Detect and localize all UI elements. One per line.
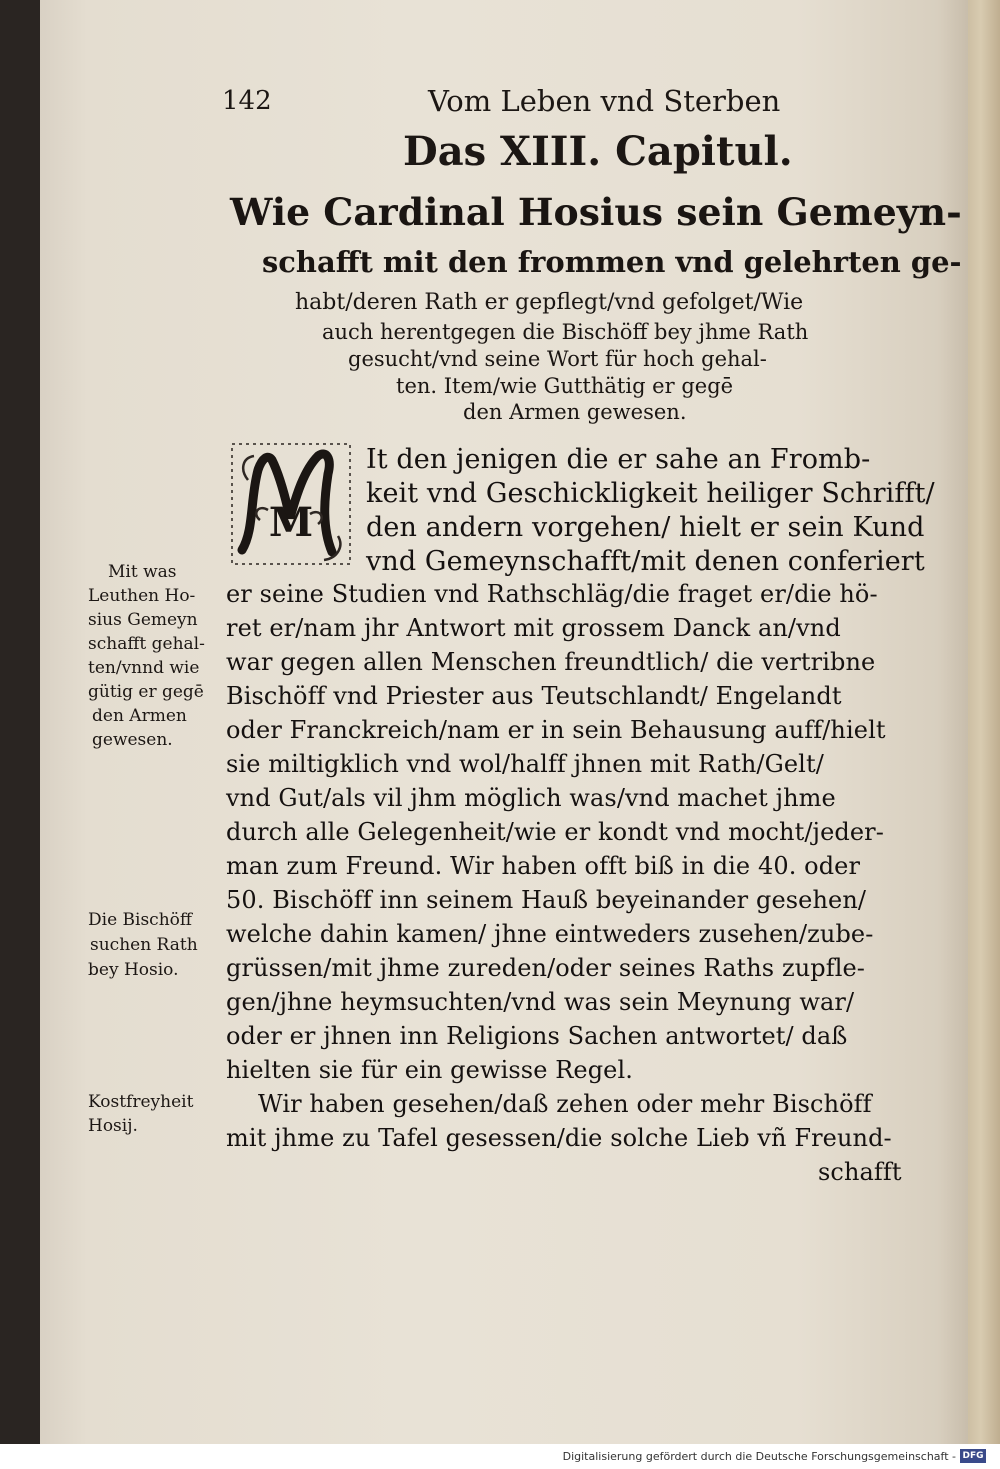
body-line: man zum Freund. Wir haben offt biß in die 40. oder: [226, 852, 861, 880]
margin-note-line: Hosij.: [88, 1116, 138, 1136]
body-line: grüssen/mit jhme zureden/oder seines Raths zupfle-: [226, 954, 865, 982]
body-line: den andern vorgehen/ hielt er sein Kund: [366, 512, 925, 543]
body-line: keit vnd Geschickligkeit heiliger Schrifft/: [366, 478, 935, 509]
margin-note-line: Kostfreyheit: [88, 1092, 194, 1112]
drop-initial-letter: M: [268, 499, 314, 546]
margin-note-line: bey Hosio.: [88, 960, 179, 980]
page-number: 142: [222, 86, 272, 116]
margin-note-line: suchen Rath: [90, 935, 198, 955]
margin-note-line: den Armen: [92, 706, 187, 726]
chapter-title-line: auch herentgegen die Bischöff bey jhme Rath: [322, 320, 809, 344]
body-line: welche dahin kamen/ jhne eintweders zusehen/zube-: [226, 920, 874, 948]
page-edge: [968, 0, 1000, 1444]
chapter-title-line: Wie Cardinal Hosius sein Gemeyn-: [230, 190, 962, 234]
body-line: oder er jhnen inn Religions Sachen antwortet/ daß: [226, 1022, 848, 1050]
body-line: war gegen allen Menschen freundtlich/ die vertribne: [226, 648, 876, 676]
running-head: Vom Leben vnd Sterben: [428, 84, 781, 118]
body-line: sie miltigklich vnd wol/halff jhnen mit Rath/Gelt/: [226, 750, 824, 778]
body-line: mit jhme zu Tafel gesessen/die solche Lieb vñ Freund-: [226, 1124, 892, 1152]
margin-note-line: Leuthen Ho-: [88, 586, 196, 606]
body-line: Wir haben gesehen/daß zehen oder mehr Bischöff: [258, 1090, 872, 1118]
body-line: gen/jhne heymsuchten/vnd was sein Meynung war/: [226, 988, 855, 1016]
margin-note-line: schafft gehal-: [88, 634, 205, 654]
body-line: vnd Gemeynschafft/mit denen conferiert: [366, 546, 925, 577]
chapter-title-line: habt/deren Rath er gepflegt/vnd gefolget/Wie: [295, 290, 804, 315]
chapter-title-line: gesucht/vnd seine Wort für hoch gehal-: [348, 347, 767, 371]
drop-initial: [228, 440, 354, 568]
body-line: durch alle Gelegenheit/wie er kondt vnd mocht/jeder-: [226, 818, 884, 846]
catchword: schafft: [818, 1158, 902, 1186]
dfg-logo: DFG: [960, 1449, 986, 1463]
chapter-heading: Das XIII. Capitul.: [403, 128, 793, 175]
margin-note-line: gewesen.: [92, 730, 173, 750]
body-line: oder Franckreich/nam er in sein Behausung auff/hielt: [226, 716, 886, 744]
margin-note-line: ten/vnnd wie: [88, 658, 200, 678]
margin-note-line: Die Bischöff: [88, 910, 192, 930]
body-line: ret er/nam jhr Antwort mit grossem Danck an/vnd: [226, 614, 841, 642]
body-line: hielten sie für ein gewisse Regel.: [226, 1056, 633, 1084]
chapter-title-line: ten. Item/wie Gutthätig er gegē: [396, 374, 734, 398]
digitization-credit: Digitalisierung gefördert durch die Deutsche Forschungsgemeinschaft -: [562, 1450, 956, 1463]
body-line: er seine Studien vnd Rathschläg/die fraget er/die hö-: [226, 580, 878, 608]
body-line: vnd Gut/als vil jhm möglich was/vnd machet jhme: [226, 784, 836, 812]
margin-note-line: gütig er gegē: [88, 682, 204, 702]
chapter-title-line: schafft mit den frommen vnd gelehrten ge-: [262, 245, 962, 279]
margin-note-line: sius Gemeyn: [88, 610, 198, 630]
body-line: Bischöff vnd Priester aus Teutschlandt/ Engelandt: [226, 682, 842, 710]
margin-note-line: Mit was: [108, 562, 177, 582]
body-line: 50. Bischöff inn seinem Hauß beyeinander gesehen/: [226, 886, 867, 914]
ornamental-initial-icon: [228, 440, 354, 568]
body-line: It den jenigen die er sahe an Fromb-: [366, 444, 871, 475]
chapter-title-line: den Armen gewesen.: [463, 400, 687, 424]
